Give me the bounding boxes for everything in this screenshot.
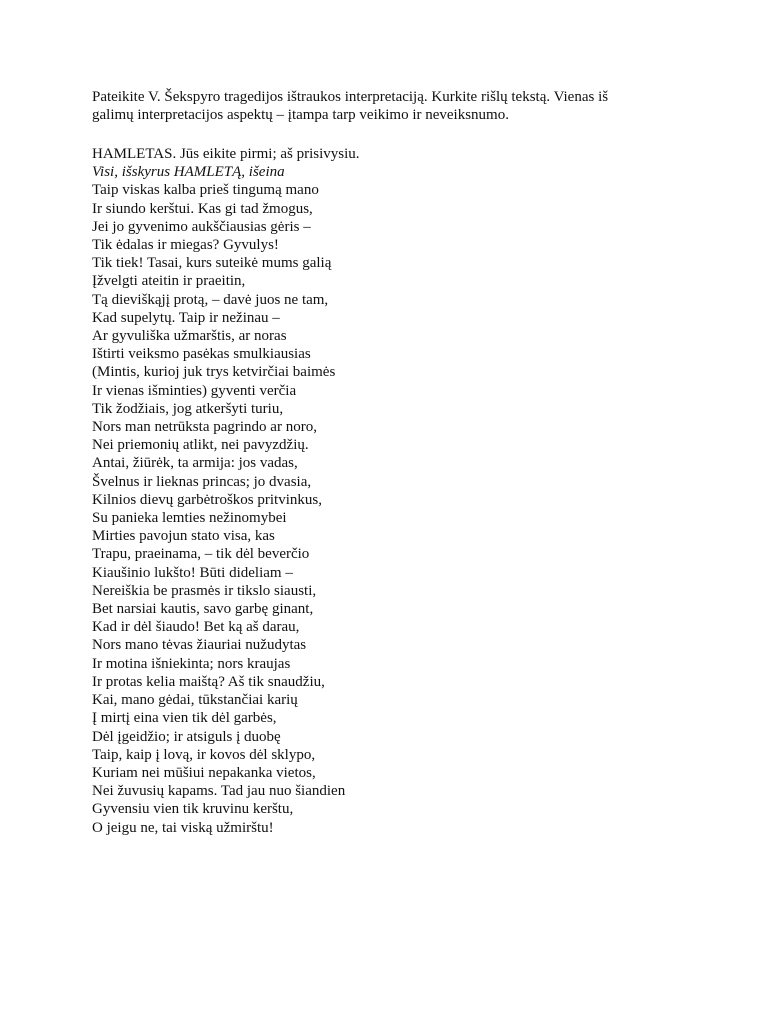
poem-line: Tik ėdalas ir miegas? Gyvulys! xyxy=(92,237,279,254)
poem-line: Kad ir dėl šiaudo! Bet ką aš darau, xyxy=(92,619,300,636)
poem-line: Ir motina išniekinta; nors kraujas xyxy=(92,655,291,672)
task-line-1: Pateikite V. Šekspyro tragedijos ištraukos interpretaciją. Kurkite rišlų tekstą. Vienas iš xyxy=(92,89,609,105)
poem-line: Jei jo gyvenimo aukščiausias gėris – xyxy=(92,218,311,235)
poem-line: Kuriam nei mūšiui nepakanka vietos, xyxy=(92,764,316,781)
poem-line: Gyvensiu vien tik kruvinu kerštu, xyxy=(92,801,294,818)
poem-line: Ir protas kelia maištą? Aš tik snaudžiu, xyxy=(92,673,325,690)
poem-line: Švelnus ir lieknas princas; jo dvasia, xyxy=(92,473,312,490)
poem-line: Ar gyvuliška užmarštis, ar noras xyxy=(92,328,287,345)
document-text xyxy=(92,88,692,837)
speaker-line: HAMLETAS. Jūs eikite pirmi; aš prisivysiu. xyxy=(92,146,360,162)
task-instructions xyxy=(92,88,692,124)
poem-line: Nereiškia be prasmės ir tikslo siausti, xyxy=(92,582,317,599)
poem-line: Į mirtį eina vien tik dėl garbės, xyxy=(92,710,277,727)
poem-line: Su panieka lemties nežinomybei xyxy=(92,510,287,527)
poem-line: Įžvelgti ateitin ir praeitin, xyxy=(92,273,246,290)
poem-line: Taip viskas kalba prieš tingumą mano xyxy=(92,182,319,199)
poem-line: Ištirti veiksmo pasėkas smulkiausias xyxy=(92,346,311,363)
poem-line: Ir siundo kerštui. Kas gi tad žmogus, xyxy=(92,200,313,217)
poem-line: Mirties pavojun stato visa, kas xyxy=(92,528,275,545)
poem-line: Trapu, praeinama, – tik dėl beverčio xyxy=(92,546,310,563)
poem-line: Tik tiek! Tasai, kurs suteikė mums galią xyxy=(92,255,332,272)
poem-line: Kiaušinio lukšto! Būti dideliam – xyxy=(92,564,293,581)
poem-line: Tą dieviškąjį protą, – davė juos ne tam, xyxy=(92,291,329,308)
task-line-2: galimų interpretacijos aspektų – įtampa tarp veikimo ir neveiksnumo. xyxy=(92,107,509,123)
poem-line: Nei priemonių atlikt, nei pavyzdžių. xyxy=(92,437,309,454)
poem-line: O jeigu ne, tai viską užmirštu! xyxy=(92,819,274,836)
stage-direction: Visi, išskyrus HAMLETĄ, išeina xyxy=(92,164,285,181)
poem-line: Kad supelytų. Taip ir nežinau – xyxy=(92,309,280,326)
poem-line: Nors man netrūksta pagrindo ar noro, xyxy=(92,419,317,436)
poem-line: Nei žuvusių kapams. Tad jau nuo šiandien xyxy=(92,783,346,800)
poem-line: Bet narsiai kautis, savo garbę ginant, xyxy=(92,601,314,618)
poem-line: (Mintis, kurioj juk trys ketvirčiai baimės xyxy=(92,364,336,381)
poem-excerpt xyxy=(92,145,692,837)
poem-line: Nors mano tėvas žiauriai nužudytas xyxy=(92,637,307,654)
poem-line: Ir vienas išminties) gyventi verčia xyxy=(92,382,297,399)
poem-line: Taip, kaip į lovą, ir kovos dėl sklypo, xyxy=(92,746,316,763)
poem-line: Tik žodžiais, jog atkeršyti turiu, xyxy=(92,400,284,417)
poem-line: Antai, žiūrėk, ta armija: jos vadas, xyxy=(92,455,298,472)
poem-line: Kai, mano gėdai, tūkstančiai karių xyxy=(92,692,298,709)
poem-line: Dėl įgeidžio; ir atsiguls į duobę xyxy=(92,728,281,745)
poem-line: Kilnios dievų garbėtroškos pritvinkus, xyxy=(92,491,322,508)
